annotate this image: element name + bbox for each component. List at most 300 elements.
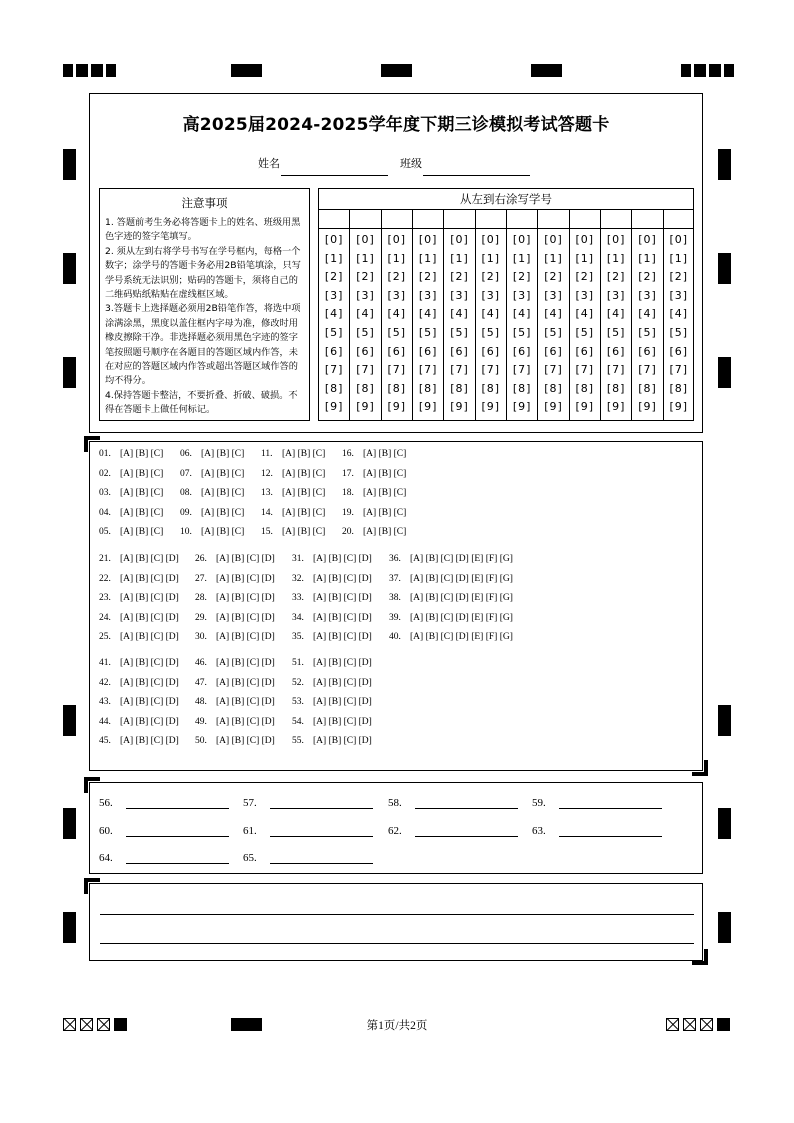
student-id-bubble[interactable]: [0]: [669, 233, 689, 246]
student-id-bubble[interactable]: [5]: [418, 326, 438, 339]
student-id-bubble[interactable]: [1]: [575, 251, 595, 265]
question-options[interactable]: [A] [B] [C] [D]: [313, 677, 372, 688]
question-number: 44.: [99, 716, 111, 727]
student-id-bubble[interactable]: [9]: [544, 400, 563, 414]
student-id-bubble[interactable]: [6]: [512, 344, 532, 358]
student-id-bubble[interactable]: [0]: [638, 233, 657, 246]
notes-body: [105, 216, 305, 418]
question-options[interactable]: [A] [B] [C] [D]: [313, 697, 372, 707]
student-id-bubble[interactable]: [5]: [669, 326, 689, 339]
timing-mark-right: [718, 357, 731, 388]
question-number: 18.: [342, 488, 354, 498]
question-options[interactable]: [A] [B] [C] [D]: [120, 593, 179, 603]
question-number: 51.: [292, 658, 304, 668]
crossed-box-icon: [63, 1018, 76, 1031]
student-id-bubble[interactable]: [3]: [450, 288, 469, 302]
question-number: 01.: [99, 449, 111, 459]
student-id-box: [318, 188, 694, 421]
student-id-bubble[interactable]: [3]: [387, 288, 407, 302]
student-id-bubble[interactable]: [6]: [418, 344, 438, 358]
student-id-bubble[interactable]: [6]: [669, 344, 689, 358]
fill-in-number: 58.: [388, 797, 402, 809]
fill-in-number: 63.: [532, 825, 546, 837]
class-field[interactable]: [423, 175, 530, 176]
question-options[interactable]: [A] [B] [C] [D]: [120, 677, 179, 688]
page-number: 第1页/共2页: [366, 1020, 428, 1032]
student-id-write-cell[interactable]: [350, 210, 381, 229]
question-options[interactable]: [A] [B] [C]: [120, 488, 164, 498]
question-options[interactable]: [A] [B] [C] [D]: [313, 554, 372, 564]
student-id-bubble[interactable]: [2]: [418, 270, 438, 284]
question-options[interactable]: [A] [B] [C] [D]: [313, 736, 372, 746]
question-options[interactable]: [A] [B] [C] [D]: [120, 736, 179, 746]
student-id-bubble[interactable]: [7]: [481, 363, 501, 377]
student-id-column: [507, 210, 538, 421]
question-options[interactable]: [A] [B] [C]: [363, 449, 407, 459]
crossed-box-icon: [683, 1018, 696, 1031]
question-options[interactable]: [A] [B] [C]: [201, 527, 245, 537]
student-id-bubbles: [444, 229, 475, 421]
question-options[interactable]: [A] [B] [C] [D]: [313, 593, 372, 603]
timing-mark-top-left: [63, 64, 116, 77]
page-title: 高2025届2024-2025学年度下期三诊模拟考试答题卡: [182, 115, 610, 135]
student-id-bubble[interactable]: [1]: [450, 251, 469, 265]
student-id-bubble[interactable]: [7]: [669, 363, 689, 377]
question-options[interactable]: [A] [B] [C] [D]: [216, 612, 275, 623]
question-options[interactable]: [A] [B] [C] [D]: [313, 573, 372, 584]
question-options[interactable]: [A] [B] [C]: [201, 507, 245, 518]
student-id-bubble[interactable]: [3]: [544, 288, 563, 302]
question-number: 11.: [261, 449, 273, 459]
question-options[interactable]: [A] [B] [C] [D]: [120, 612, 179, 623]
question-number: 36.: [389, 554, 401, 564]
question-options[interactable]: [A] [B] [C] [D] [E] [F] [G]: [410, 573, 513, 584]
question-number: 48.: [195, 697, 207, 707]
fill-in-number: 61.: [243, 825, 257, 837]
question-options[interactable]: [A] [B] [C] [D]: [216, 554, 275, 564]
student-id-bubbles: [382, 229, 413, 421]
student-id-bubble[interactable]: [3]: [481, 288, 501, 302]
student-id-bubble[interactable]: [9]: [606, 400, 626, 414]
student-id-bubble[interactable]: [0]: [387, 233, 407, 246]
student-id-bubble[interactable]: [5]: [387, 326, 407, 339]
question-options[interactable]: [A] [B] [C] [D]: [216, 632, 275, 642]
question-number: 20.: [342, 527, 354, 537]
question-options[interactable]: [A] [B] [C] [D]: [216, 593, 275, 603]
fill-in-answer-line[interactable]: [126, 863, 229, 864]
student-id-bubble[interactable]: [1]: [544, 251, 563, 265]
corner-mark-bottom-right: [704, 760, 708, 776]
timing-mark-left: [63, 149, 76, 180]
student-id-bubble[interactable]: [8]: [324, 381, 344, 395]
essay-section: [89, 883, 703, 961]
question-options[interactable]: [A] [B] [C]: [282, 507, 326, 518]
student-id-bubbles: [570, 229, 601, 421]
student-id-bubble[interactable]: [7]: [418, 363, 438, 377]
question-options[interactable]: [A] [B] [C] [D]: [216, 573, 275, 584]
student-id-bubble[interactable]: [3]: [418, 288, 438, 302]
student-id-bubble[interactable]: [6]: [638, 344, 657, 358]
question-number: 05.: [99, 527, 111, 537]
timing-mark-left: [63, 808, 76, 839]
question-number: 30.: [195, 632, 207, 642]
question-number: 42.: [99, 677, 111, 688]
student-id-bubble[interactable]: [2]: [481, 270, 501, 284]
student-id-write-cell[interactable]: [664, 210, 694, 229]
timing-mark-top-right: [681, 64, 734, 77]
fill-in-answer-line[interactable]: [559, 808, 662, 809]
fill-in-answer-line[interactable]: [126, 836, 229, 837]
question-options[interactable]: [A] [B] [C] [D]: [120, 697, 179, 707]
student-id-bubble[interactable]: [8]: [418, 381, 438, 395]
fill-in-answer-line[interactable]: [270, 808, 373, 809]
student-id-bubble[interactable]: [7]: [606, 363, 626, 377]
student-id-bubble[interactable]: [6]: [387, 344, 407, 358]
student-id-bubble[interactable]: [8]: [575, 381, 595, 395]
question-options[interactable]: [A] [B] [C] [D] [E] [F] [G]: [410, 593, 513, 603]
student-id-column: [664, 210, 694, 421]
student-id-bubble[interactable]: [6]: [450, 344, 469, 358]
fill-in-answer-line[interactable]: [415, 836, 518, 837]
student-id-write-cell[interactable]: [382, 210, 413, 229]
timing-mark-bottom: [231, 1018, 262, 1031]
student-id-bubble[interactable]: [0]: [324, 233, 344, 246]
fill-in-number: 62.: [388, 825, 402, 837]
student-id-write-cell[interactable]: [601, 210, 632, 229]
student-id-bubble[interactable]: [5]: [512, 326, 532, 339]
student-id-bubble[interactable]: [6]: [324, 344, 344, 358]
student-id-bubble[interactable]: [0]: [606, 233, 626, 246]
student-id-bubble[interactable]: [0]: [512, 233, 532, 246]
student-id-bubbles: [350, 229, 381, 421]
student-id-bubble[interactable]: [9]: [387, 400, 407, 414]
student-id-bubble[interactable]: [3]: [606, 288, 626, 302]
student-id-bubble[interactable]: [1]: [606, 251, 626, 265]
question-number: 25.: [99, 632, 111, 642]
student-id-bubble[interactable]: [2]: [356, 270, 375, 284]
student-id-bubble[interactable]: [6]: [481, 344, 501, 358]
notes-item: 4.保持答题卡整洁，不要折叠、折破、破损。不得在答题卡上做任何标记。: [105, 389, 298, 416]
timing-mark-left: [63, 357, 76, 388]
student-id-bubble[interactable]: [8]: [544, 381, 563, 395]
fill-in-number: 60.: [99, 825, 113, 837]
question-options[interactable]: [A] [B] [C] [D]: [120, 658, 179, 668]
student-id-write-cell[interactable]: [507, 210, 538, 229]
timing-mark-right: [718, 253, 731, 284]
question-options[interactable]: [A] [B] [C] [D]: [313, 658, 372, 668]
timing-mark-bottom: [717, 1018, 730, 1031]
student-id-write-cell[interactable]: [413, 210, 444, 229]
student-id-bubble[interactable]: [8]: [606, 381, 626, 395]
corner-mark-top-left: [84, 777, 88, 793]
student-id-bubble[interactable]: [2]: [669, 270, 689, 284]
question-options[interactable]: [A] [B] [C]: [201, 488, 245, 498]
fill-in-number: 56.: [99, 797, 113, 809]
student-id-bubble[interactable]: [8]: [356, 381, 375, 395]
student-id-bubble[interactable]: [9]: [575, 400, 595, 414]
student-id-bubble[interactable]: [1]: [324, 251, 344, 265]
question-number: 14.: [261, 507, 273, 518]
student-id-bubble[interactable]: [1]: [387, 251, 407, 265]
question-number: 43.: [99, 697, 111, 707]
question-number: 16.: [342, 449, 354, 459]
question-options[interactable]: [A] [B] [C]: [282, 449, 326, 459]
student-id-bubble[interactable]: [9]: [669, 400, 689, 414]
student-id-bubble[interactable]: [8]: [450, 381, 469, 395]
crossed-box-icon: [97, 1018, 110, 1031]
student-id-bubble[interactable]: [7]: [512, 363, 532, 377]
student-id-bubble[interactable]: [3]: [638, 288, 657, 302]
student-id-bubble[interactable]: [0]: [575, 233, 595, 246]
question-number: 47.: [195, 677, 207, 688]
question-options[interactable]: [A] [B] [C] [D]: [216, 736, 275, 746]
fill-in-answer-line[interactable]: [270, 863, 373, 864]
student-id-column: [382, 210, 413, 421]
question-number: 32.: [292, 573, 304, 584]
student-id-bubble[interactable]: [8]: [481, 381, 501, 395]
question-options[interactable]: [A] [B] [C] [D]: [216, 677, 275, 688]
question-number: 49.: [195, 716, 207, 727]
question-options[interactable]: [A] [B] [C] [D] [E] [F] [G]: [410, 612, 513, 623]
student-id-bubble[interactable]: [3]: [512, 288, 532, 302]
question-options[interactable]: [A] [B] [C] [D]: [120, 632, 179, 642]
fill-in-number: 65.: [243, 852, 257, 864]
student-id-bubble[interactable]: [2]: [638, 270, 657, 284]
corner-mark-bottom-right: [704, 949, 708, 965]
student-id-bubble[interactable]: [4]: [544, 307, 563, 321]
student-id-bubble[interactable]: [2]: [544, 270, 563, 284]
student-id-bubble[interactable]: [4]: [387, 307, 407, 321]
fill-in-number: 64.: [99, 852, 113, 864]
timing-mark-left: [63, 912, 76, 943]
question-number: 26.: [195, 554, 207, 564]
question-number: 21.: [99, 554, 111, 564]
question-number: 55.: [292, 736, 304, 746]
question-options[interactable]: [A] [B] [C]: [282, 488, 326, 498]
student-id-bubble[interactable]: [3]: [324, 288, 344, 302]
student-id-column: [570, 210, 601, 421]
student-id-bubble[interactable]: [4]: [638, 307, 657, 321]
question-options[interactable]: [A] [B] [C] [D]: [120, 716, 179, 727]
student-id-bubble[interactable]: [7]: [638, 363, 657, 377]
name-field[interactable]: [281, 175, 388, 176]
question-options[interactable]: [A] [B] [C] [D] [E] [F] [G]: [410, 632, 513, 642]
question-options[interactable]: [A] [B] [C]: [120, 449, 164, 459]
student-id-bubble[interactable]: [4]: [512, 307, 532, 321]
timing-mark-right: [718, 912, 731, 943]
answer-line[interactable]: [100, 943, 694, 944]
student-id-bubble[interactable]: [4]: [450, 307, 469, 321]
student-id-column: [538, 210, 569, 421]
student-id-bubble[interactable]: [7]: [324, 363, 344, 377]
student-id-write-cell[interactable]: [476, 210, 507, 229]
student-id-bubble[interactable]: [9]: [481, 400, 501, 414]
student-id-bubble[interactable]: [2]: [324, 270, 344, 284]
question-number: 04.: [99, 507, 111, 518]
name-label: 姓名: [258, 157, 280, 170]
question-options[interactable]: [A] [B] [C] [D]: [120, 573, 179, 584]
student-id-bubble[interactable]: [1]: [356, 251, 375, 265]
student-id-bubble[interactable]: [6]: [575, 344, 595, 358]
student-id-bubble[interactable]: [7]: [356, 363, 375, 377]
student-id-bubble[interactable]: [5]: [544, 326, 563, 339]
question-number: 23.: [99, 593, 111, 603]
student-id-bubbles: [319, 229, 350, 421]
student-id-bubble[interactable]: [3]: [669, 288, 689, 302]
question-options[interactable]: [A] [B] [C]: [120, 468, 164, 479]
question-number: 13.: [261, 488, 273, 498]
question-number: 03.: [99, 488, 111, 498]
question-options[interactable]: [A] [B] [C] [D]: [216, 658, 275, 668]
question-options[interactable]: [A] [B] [C] [D]: [216, 697, 275, 707]
student-id-bubble[interactable]: [1]: [512, 251, 532, 265]
student-id-bubble[interactable]: [4]: [669, 307, 689, 321]
timing-mark-bottom: [114, 1018, 127, 1031]
fill-in-answer-line[interactable]: [559, 836, 662, 837]
question-options[interactable]: [A] [B] [C]: [363, 488, 407, 498]
fill-in-answer-line[interactable]: [270, 836, 373, 837]
student-id-bubbles: [538, 229, 569, 421]
question-options[interactable]: [A] [B] [C]: [201, 449, 245, 459]
timing-mark-left: [63, 705, 76, 736]
student-id-bubble[interactable]: [5]: [450, 326, 469, 339]
student-id-bubble[interactable]: [5]: [575, 326, 595, 339]
student-id-bubble[interactable]: [5]: [606, 326, 626, 339]
fill-in-number: 59.: [532, 797, 546, 809]
question-options[interactable]: [A] [B] [C] [D]: [120, 554, 179, 564]
fill-in-answer-line[interactable]: [126, 808, 229, 809]
student-id-bubble[interactable]: [1]: [669, 251, 689, 265]
student-id-bubble[interactable]: [4]: [481, 307, 501, 321]
student-id-bubble[interactable]: [4]: [356, 307, 375, 321]
question-options[interactable]: [A] [B] [C]: [120, 527, 164, 537]
student-id-bubble[interactable]: [6]: [544, 344, 563, 358]
answer-line[interactable]: [100, 914, 694, 915]
student-id-bubble[interactable]: [9]: [512, 400, 532, 414]
student-id-bubble[interactable]: [6]: [606, 344, 626, 358]
student-id-bubble[interactable]: [7]: [544, 363, 563, 377]
student-id-bubble[interactable]: [5]: [638, 326, 657, 339]
student-id-bubble[interactable]: [0]: [481, 233, 501, 246]
student-id-column: [476, 210, 507, 421]
question-number: 07.: [180, 468, 192, 479]
question-options[interactable]: [A] [B] [C]: [201, 468, 245, 479]
student-id-bubble[interactable]: [4]: [606, 307, 626, 321]
question-number: 31.: [292, 554, 304, 564]
question-number: 39.: [389, 612, 401, 623]
student-id-bubble[interactable]: [7]: [575, 363, 595, 377]
student-id-bubble[interactable]: [1]: [481, 251, 501, 265]
student-id-bubble[interactable]: [9]: [356, 400, 375, 414]
student-id-bubble[interactable]: [9]: [324, 400, 344, 414]
class-label: 班级: [400, 157, 422, 170]
question-options[interactable]: [A] [B] [C]: [363, 468, 407, 479]
question-number: 19.: [342, 507, 354, 518]
question-number: 34.: [292, 612, 304, 623]
student-id-write-cell[interactable]: [319, 210, 350, 229]
student-id-bubble[interactable]: [8]: [638, 381, 657, 395]
student-id-bubble[interactable]: [0]: [450, 233, 469, 246]
question-options[interactable]: [A] [B] [C] [D]: [216, 716, 275, 727]
student-id-bubble[interactable]: [0]: [544, 233, 563, 246]
question-number: 17.: [342, 468, 354, 479]
question-number: 09.: [180, 507, 192, 518]
student-id-bubble[interactable]: [2]: [387, 270, 407, 284]
student-id-bubble[interactable]: [9]: [638, 400, 657, 414]
student-id-bubbles: [413, 229, 444, 421]
student-id-bubbles: [507, 229, 538, 421]
student-id-bubble[interactable]: [2]: [575, 270, 595, 284]
question-options[interactable]: [A] [B] [C]: [282, 527, 326, 537]
student-id-write-cell[interactable]: [570, 210, 601, 229]
notes-item: 2. 须从左到右将学号书写在学号框内，每格一个数字；涂学号的答题卡务必用2B铅笔填涂，只写学号系统无法识别；贴码的答题卡，须将自己的二维码贴纸粘贴在虚线框区域。: [105, 245, 301, 301]
student-id-bubble[interactable]: [8]: [387, 381, 407, 395]
notes-box: [99, 188, 310, 421]
student-id-bubble[interactable]: [2]: [450, 270, 469, 284]
student-id-bubble[interactable]: [0]: [418, 233, 438, 246]
student-id-bubble[interactable]: [4]: [324, 307, 344, 321]
student-id-bubble[interactable]: [7]: [387, 363, 407, 377]
student-id-bubble[interactable]: [4]: [575, 307, 595, 321]
question-options[interactable]: [A] [B] [C]: [282, 468, 326, 479]
timing-mark-right: [718, 149, 731, 180]
student-id-bubble[interactable]: [1]: [418, 251, 438, 265]
student-id-bubble[interactable]: [4]: [418, 307, 438, 321]
student-id-bubble[interactable]: [6]: [356, 344, 375, 358]
question-number: 29.: [195, 612, 207, 623]
question-number: 45.: [99, 736, 111, 746]
student-id-write-cell[interactable]: [538, 210, 569, 229]
student-id-bubble[interactable]: [2]: [512, 270, 532, 284]
student-id-bubble[interactable]: [0]: [356, 233, 375, 246]
timing-mark-right: [718, 808, 731, 839]
student-id-write-cell[interactable]: [444, 210, 475, 229]
question-options[interactable]: [A] [B] [C] [D]: [313, 612, 372, 623]
question-number: 53.: [292, 697, 304, 707]
student-id-bubble[interactable]: [3]: [356, 288, 375, 302]
question-options[interactable]: [A] [B] [C]: [120, 507, 164, 518]
student-id-bubble[interactable]: [8]: [512, 381, 532, 395]
student-id-bubble[interactable]: [3]: [575, 288, 595, 302]
student-id-bubble[interactable]: [8]: [669, 381, 689, 395]
student-id-bubble[interactable]: [1]: [638, 251, 657, 265]
student-id-column: [632, 210, 663, 421]
student-id-bubble[interactable]: [5]: [324, 326, 344, 339]
question-number: 22.: [99, 573, 111, 584]
question-number: 40.: [389, 632, 401, 642]
question-options[interactable]: [A] [B] [C] [D] [E] [F] [G]: [410, 554, 513, 564]
crossed-box-icon: [666, 1018, 679, 1031]
student-id-column: [350, 210, 381, 421]
question-options[interactable]: [A] [B] [C] [D]: [313, 632, 372, 642]
student-id-bubble[interactable]: [2]: [606, 270, 626, 284]
question-options[interactable]: [A] [B] [C]: [363, 507, 407, 518]
student-id-bubble[interactable]: [5]: [356, 326, 375, 339]
student-id-bubbles: [476, 229, 507, 421]
student-id-bubble[interactable]: [9]: [418, 400, 438, 414]
question-options[interactable]: [A] [B] [C]: [363, 527, 407, 537]
student-id-bubble[interactable]: [5]: [481, 326, 501, 339]
student-id-bubble[interactable]: [7]: [450, 363, 469, 377]
student-id-write-cell[interactable]: [632, 210, 663, 229]
corner-mark-top-left: [84, 436, 88, 452]
fill-in-answer-line[interactable]: [415, 808, 518, 809]
timing-mark-top: [381, 64, 412, 77]
question-number: 50.: [195, 736, 207, 746]
question-options[interactable]: [A] [B] [C] [D]: [313, 716, 372, 727]
corner-mark-top-left: [84, 878, 88, 894]
student-id-bubble[interactable]: [9]: [450, 400, 469, 414]
